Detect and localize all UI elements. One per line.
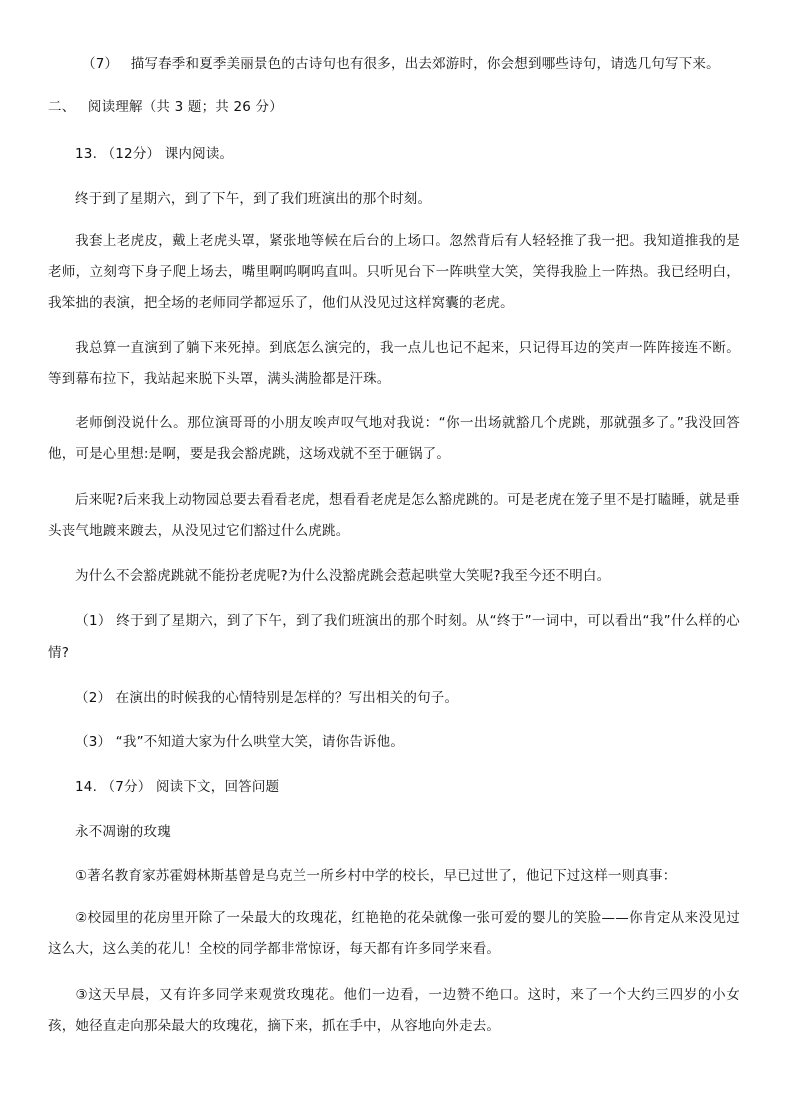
- passage-2-paragraph-2: ②校园里的花房里开除了一朵最大的玫瑰花，红艳艳的花朵就像一张可爱的婴儿的笑脸——你肯定从来没见过这么大，这么美的花儿！全校的同学都非常惊讶，每天都有许多同学来看。: [48, 910, 740, 957]
- passage-1-paragraph-4: 老师倒没说什么。那位演哥哥的小朋友唉声叹气地对我说：“你一出场就豁几个虎跳，那就强多了。”我没回答他，可是心里想:是啊，要是我会豁虎跳，这场戏就不至于砸锅了。: [48, 415, 740, 462]
- question-7: [82, 56, 720, 72]
- section-2-heading: [48, 99, 283, 115]
- question-14-header: 14. （7分） 阅读下文，回答问题: [75, 779, 280, 795]
- question-13-header: 13. （12分） 课内阅读。: [75, 146, 234, 162]
- passage-1-paragraph-3: 我总算一直演到了躺下来死掉。到底怎么演完的，我一点儿也记不起来，只记得耳边的笑声一阵阵接连不断。等到幕布拉下，我站起来脱下头罩，满头满脸都是汗珠。: [48, 340, 740, 387]
- section-2-title: 阅读理解（共 3 题；共 26 分）: [87, 99, 283, 115]
- question-7-number: （7）: [82, 56, 119, 72]
- passage-2-title: 永不凋谢的玫瑰: [75, 824, 171, 840]
- section-2-number: 二、: [48, 99, 76, 115]
- passage-1-paragraph-5: 后来呢?后来我上动物园总要去看看老虎，想看看老虎是怎么豁虎跳的。可是老虎在笼子里不是打瞌睡，就是垂头丧气地踱来踱去，从没见过它们豁过什么虎跳。: [48, 492, 740, 539]
- question-13-3: （3） “我”不知道大家为什么哄堂大笑，请你告诉他。: [75, 734, 405, 750]
- passage-1-paragraph-2: 我套上老虎皮，戴上老虎头罩，紧张地等候在后台的上场口。忽然背后有人轻轻推了我一把。我知道推我的是老师，立刻弯下身子爬上场去，嘴里啊呜啊呜直叫。只听见台下一阵哄堂大笑，笑得我脸上一阵热。我已经明白，我笨拙的表演，把全场的老师同学都逗乐了，他们从没见过这样窝囊的老虎。: [48, 233, 740, 311]
- question-13-1: （1） 终于到了星期六，到了下午，到了我们班演出的那个时刻。从“终于”一词中，可以看出“我”什么样的心情?: [48, 613, 740, 661]
- question-13-2: （2） 在演出的时候我的心情特别是怎样的？写出相关的句子。: [75, 690, 459, 706]
- question-7-text: 描写春季和夏季美丽景色的古诗句也有很多，出去郊游时，你会想到哪些诗句，请选几句写下来。: [130, 56, 720, 72]
- passage-2-paragraph-1: ①著名教育家苏霍姆林斯基曾是乌克兰一所乡村中学的校长，早已过世了，他记下过这样一则真事：: [75, 868, 677, 884]
- passage-1-paragraph-1: 终于到了星期六，到了下午，到了我们班演出的那个时刻。: [75, 191, 432, 207]
- passage-2-paragraph-3: ③这天早晨，又有许多同学来观赏玫瑰花。他们一边看，一边赞不绝口。这时，来了一个大约三四岁的小女孩，她径直走向那朵最大的玫瑰花，摘下来，抓在手中，从容地向外走去。: [48, 987, 740, 1034]
- passage-1-paragraph-6: 为什么不会豁虎跳就不能扮老虎呢?为什么没豁虎跳会惹起哄堂大笑呢?我至今还不明白。: [75, 568, 611, 584]
